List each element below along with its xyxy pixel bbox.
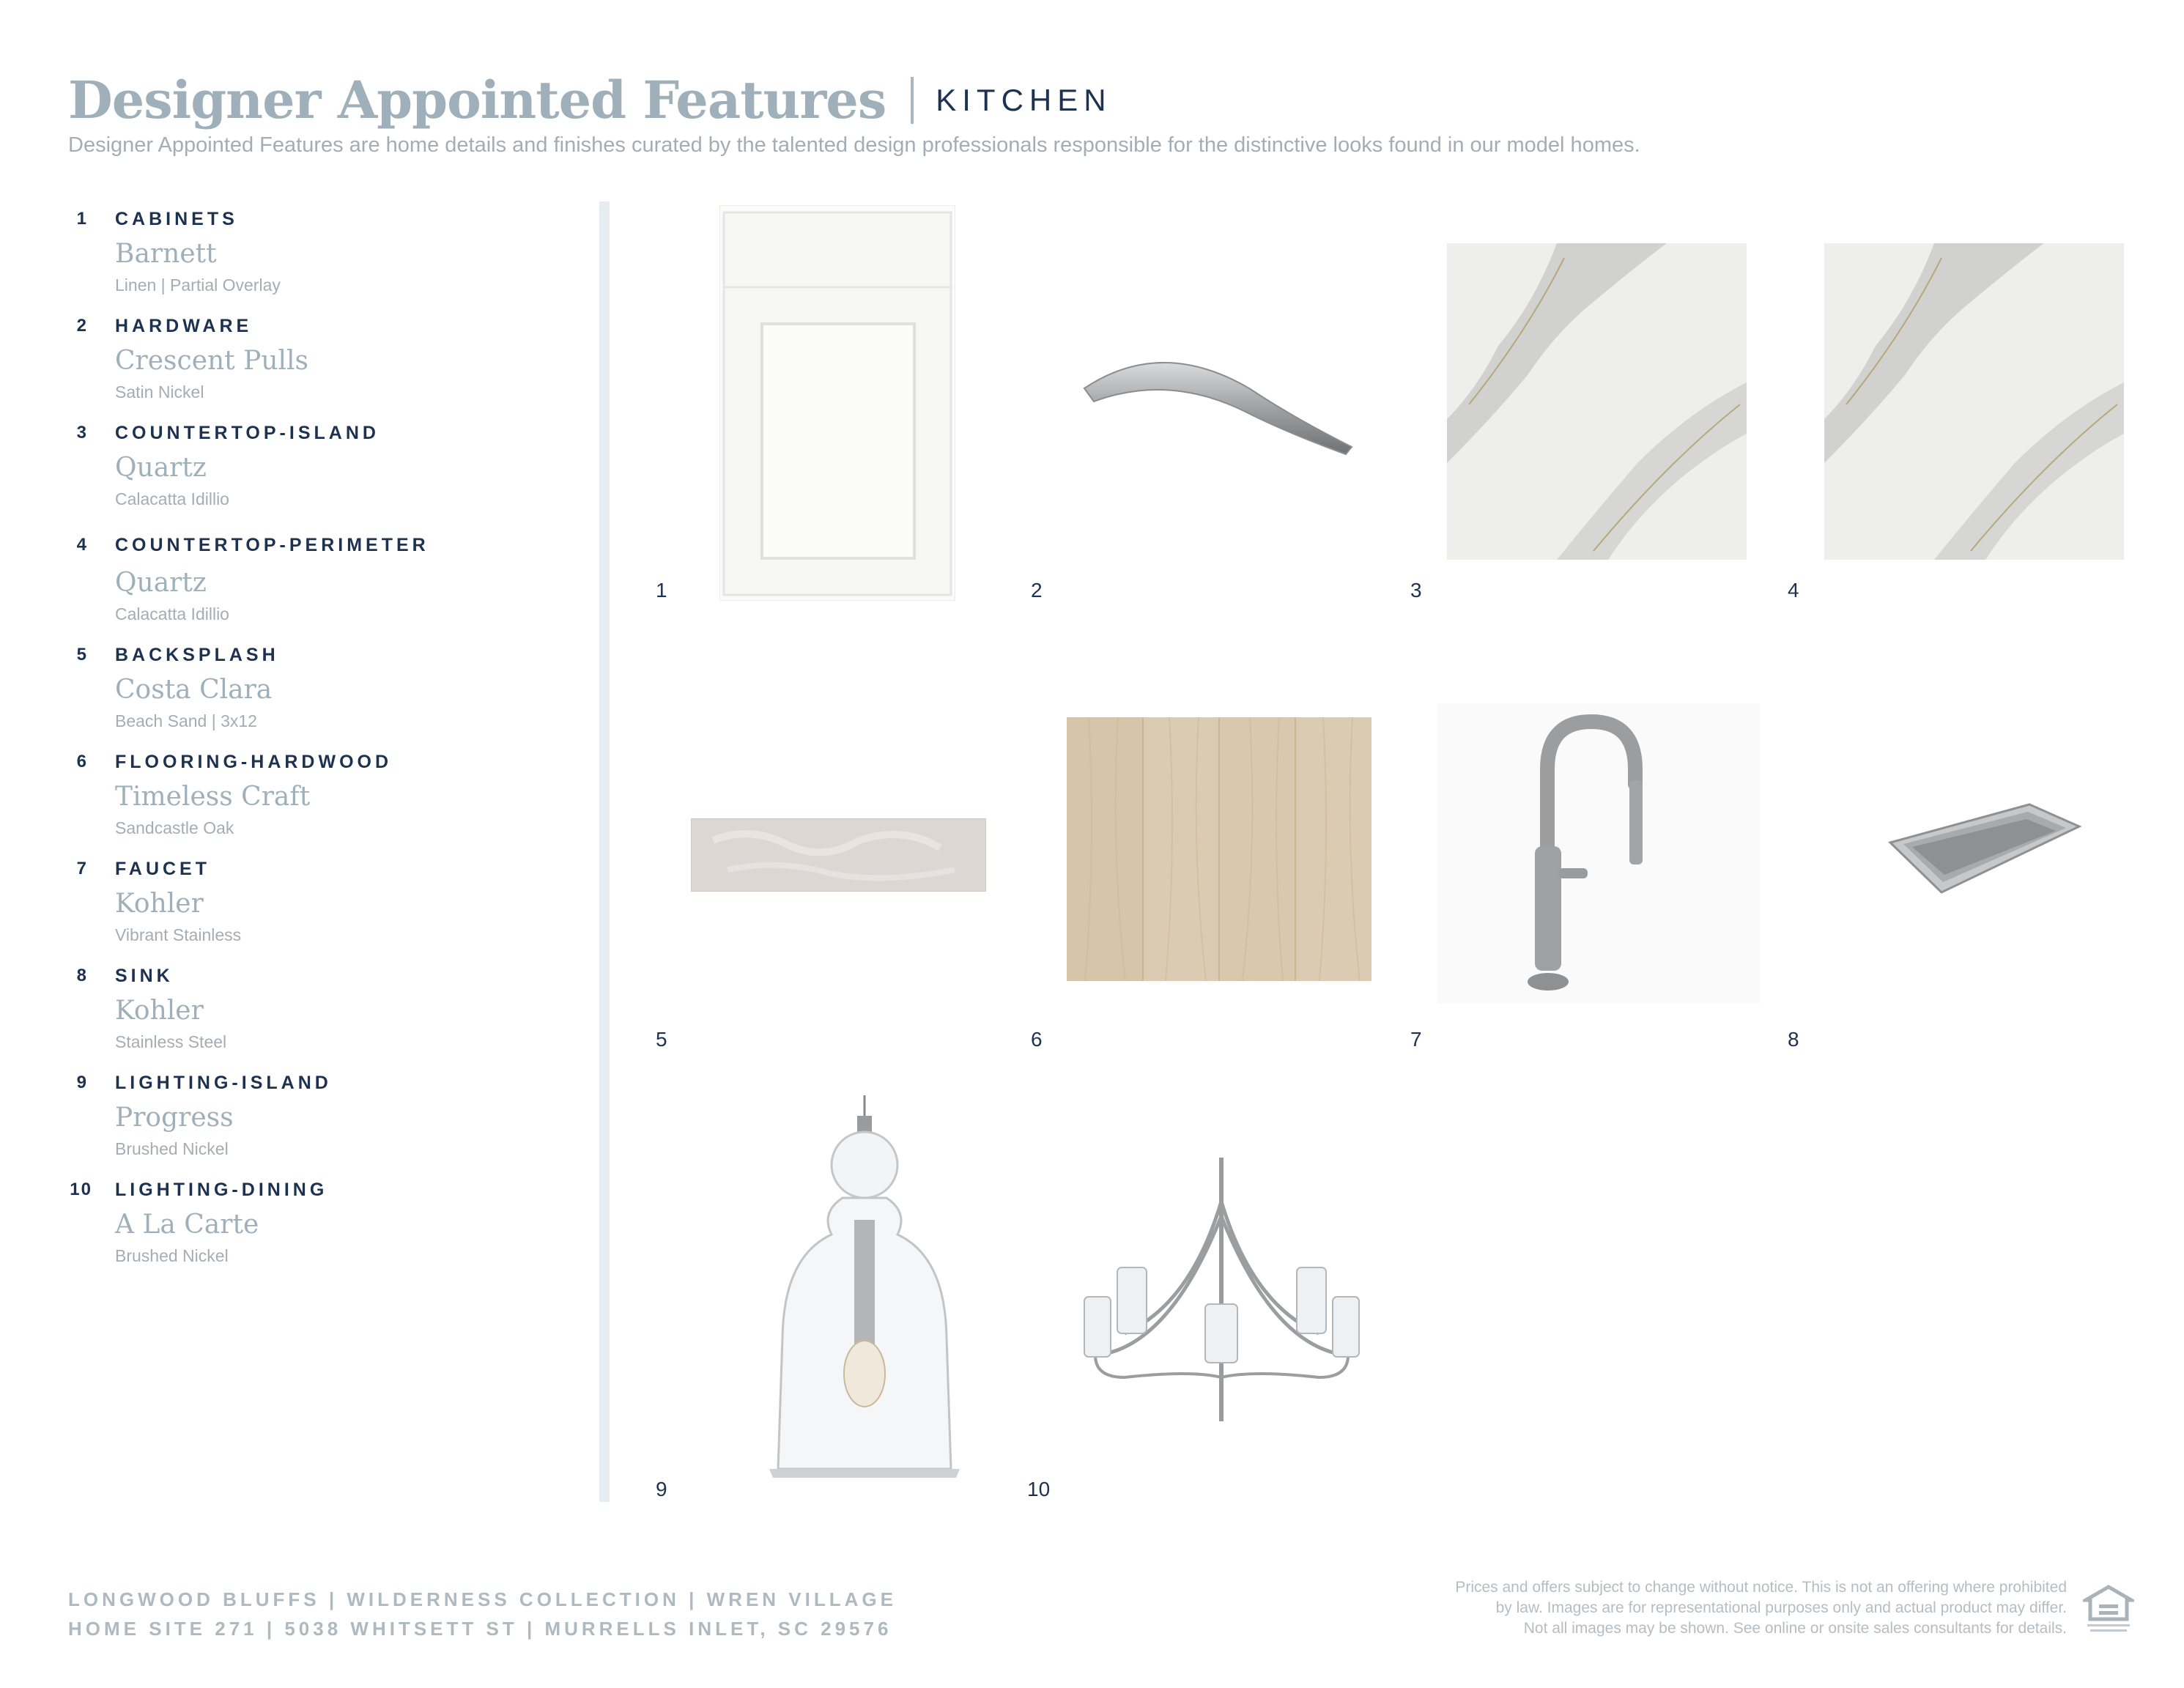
feature-detail: Vibrant Stainless xyxy=(115,925,242,944)
feature-item xyxy=(66,1073,579,1180)
feature-number: 9 xyxy=(76,1073,88,1092)
feature-number: 8 xyxy=(76,966,88,985)
feature-category: CABINETS xyxy=(115,209,238,229)
quartz-island-image xyxy=(1447,243,1747,560)
image-number: 5 xyxy=(656,1028,667,1051)
feature-detail: Satin Nickel xyxy=(115,382,204,401)
address-line-1: LONGWOOD BLUFFS | WILDERNESS COLLECTION | WREN VILLAGE xyxy=(68,1588,897,1610)
image-number: 6 xyxy=(1031,1028,1043,1051)
disclaimer-line-2: by law. Images are for representational purposes only and actual product may differ. xyxy=(1495,1599,2067,1616)
faucet-image xyxy=(1437,703,1760,1004)
disclaimer xyxy=(1334,1577,2067,1639)
quartz-perimeter-image xyxy=(1824,243,2124,560)
feature-number: 5 xyxy=(76,645,88,665)
feature-item xyxy=(66,966,579,1073)
feature-item xyxy=(66,1180,579,1287)
footer-address xyxy=(68,1585,897,1643)
feature-name: Costa Clara xyxy=(115,675,273,705)
feature-detail: Linen | Partial Overlay xyxy=(115,275,281,295)
feature-name: Kohler xyxy=(115,996,204,1026)
island-pendant-image xyxy=(755,1095,974,1491)
feature-detail: Stainless Steel xyxy=(115,1032,227,1051)
feature-name: Quartz xyxy=(115,568,207,598)
dining-chandelier-image xyxy=(1081,1158,1363,1429)
feature-item xyxy=(66,316,579,423)
feature-name: Timeless Craft xyxy=(115,782,311,812)
feature-category: SINK xyxy=(115,966,174,986)
feature-category: BACKSPLASH xyxy=(115,645,279,665)
feature-category: LIGHTING-ISLAND xyxy=(115,1073,332,1093)
feature-category: LIGHTING-DINING xyxy=(115,1180,328,1200)
backsplash-tile-image xyxy=(691,818,986,892)
feature-item xyxy=(66,645,579,752)
image-number: 4 xyxy=(1788,579,1799,601)
feature-detail: Calacatta Idillio xyxy=(115,489,229,508)
feature-detail: Beach Sand | 3x12 xyxy=(115,711,257,730)
feature-name: Kohler xyxy=(115,889,204,919)
cabinet-door-image xyxy=(719,205,955,601)
feature-detail: Calacatta Idillio xyxy=(115,604,229,623)
feature-detail: Brushed Nickel xyxy=(115,1139,229,1158)
feature-detail: Sandcastle Oak xyxy=(115,818,234,837)
title-divider xyxy=(911,77,914,124)
page-title: Designer Appointed Features xyxy=(68,70,886,130)
feature-number: 10 xyxy=(70,1180,92,1199)
image-number: 2 xyxy=(1031,579,1043,601)
feature-list xyxy=(66,209,579,1287)
feature-item xyxy=(66,209,579,316)
feature-category: HARDWARE xyxy=(115,316,253,336)
sink-image xyxy=(1883,799,2088,901)
feature-category: FAUCET xyxy=(115,859,210,879)
feature-item xyxy=(66,535,579,645)
feature-name: Quartz xyxy=(115,453,207,483)
feature-item xyxy=(66,423,579,535)
page-header xyxy=(68,70,1112,130)
feature-number: 2 xyxy=(76,316,88,336)
feature-category: COUNTERTOP-PERIMETER xyxy=(115,535,429,555)
disclaimer-line-1: Prices and offers subject to change without notice. This is not an offering where prohibited xyxy=(1455,1579,2067,1596)
feature-name: Progress xyxy=(115,1103,234,1133)
hardwood-plank-image xyxy=(1067,717,1372,981)
page-subtitle: Designer Appointed Features are home details and finishes curated by the talented design professionals responsible for the distinctive looks found in our model homes. xyxy=(68,133,1640,157)
column-divider xyxy=(599,201,610,1502)
crescent-pull-image xyxy=(1073,344,1366,462)
image-number: 10 xyxy=(1027,1478,1051,1500)
image-number: 1 xyxy=(656,579,667,601)
image-number: 7 xyxy=(1410,1028,1422,1051)
section-label: KITCHEN xyxy=(936,82,1112,117)
disclaimer-line-3: Not all images may be shown. See online or onsite sales consultants for details. xyxy=(1523,1620,2067,1637)
feature-number: 1 xyxy=(76,209,88,229)
feature-item xyxy=(66,859,579,966)
feature-item xyxy=(66,752,579,859)
feature-category: FLOORING-HARDWOOD xyxy=(115,752,393,772)
equal-housing-logo-icon xyxy=(2083,1584,2134,1635)
feature-number: 4 xyxy=(76,535,88,555)
feature-name: A La Carte xyxy=(115,1210,259,1240)
feature-category: COUNTERTOP-ISLAND xyxy=(115,423,380,443)
image-number: 3 xyxy=(1410,579,1422,601)
feature-number: 7 xyxy=(76,859,88,878)
feature-name: Crescent Pulls xyxy=(115,346,309,376)
feature-name: Barnett xyxy=(115,239,217,269)
image-number: 8 xyxy=(1788,1028,1799,1051)
feature-number: 6 xyxy=(76,752,88,771)
feature-number: 3 xyxy=(76,423,88,443)
image-number: 9 xyxy=(656,1478,667,1500)
feature-detail: Brushed Nickel xyxy=(115,1246,229,1265)
address-line-2: HOME SITE 271 | 5038 WHITSETT ST | MURRELLS INLET, SC 29576 xyxy=(68,1618,892,1640)
